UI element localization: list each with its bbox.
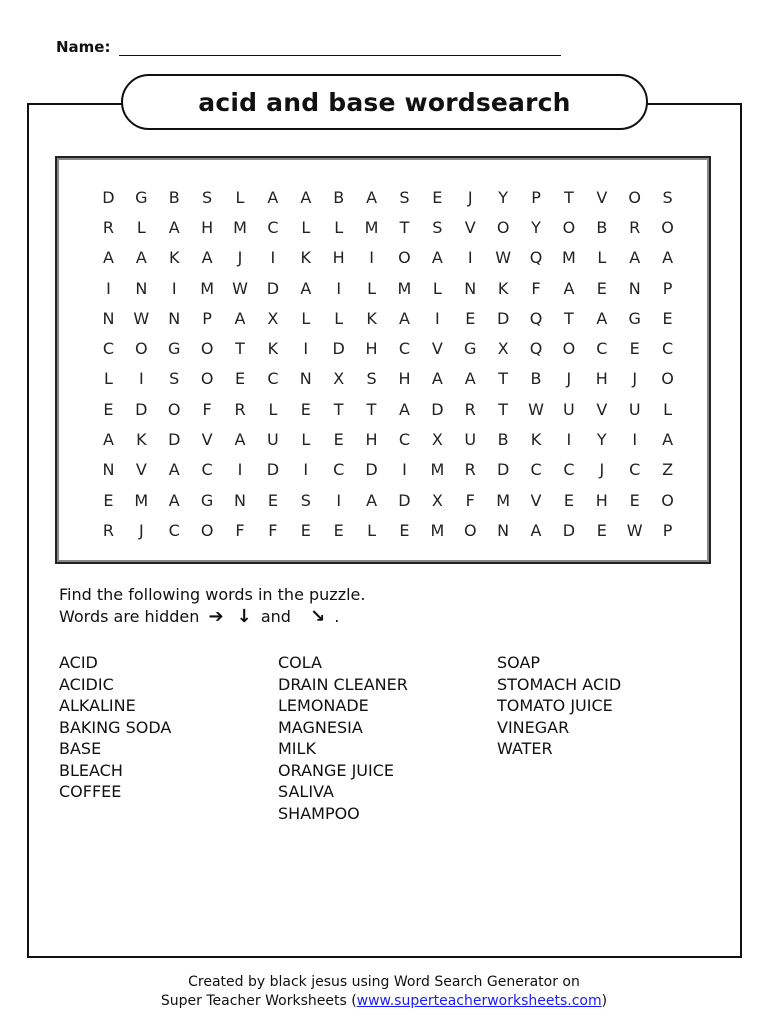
grid-letter: I <box>171 278 177 298</box>
grid-letter: A <box>168 490 180 510</box>
grid-letter: O <box>562 339 576 359</box>
grid-letter: T <box>333 399 344 419</box>
grid-letter: E <box>563 490 574 510</box>
grid-letter: I <box>566 430 572 450</box>
grid-letter: L <box>432 278 442 298</box>
grid-letter: S <box>169 369 180 389</box>
grid-letter: O <box>562 217 576 237</box>
grid-letter: I <box>270 248 276 268</box>
grid-letter: S <box>432 217 443 237</box>
grid-letter: A <box>629 248 641 268</box>
grid-letter: A <box>464 369 476 389</box>
word-list-item: SALIVA <box>278 782 334 801</box>
grid-letter: V <box>464 217 476 237</box>
grid-letter: J <box>138 520 144 540</box>
grid-letter: O <box>463 520 477 540</box>
footer-link[interactable]: www.superteacherworksheets.com <box>356 993 602 1009</box>
grid-letter: R <box>629 217 641 237</box>
grid-letter: O <box>200 339 214 359</box>
grid-letter: V <box>431 339 443 359</box>
grid-letter: K <box>267 339 279 359</box>
grid-letter: C <box>267 369 279 389</box>
grid-letter: M <box>134 490 149 510</box>
grid-letter: L <box>334 308 344 328</box>
word-list-item: WATER <box>497 739 553 758</box>
grid-letter: K <box>530 430 542 450</box>
word-list-item: STOMACH ACID <box>497 674 622 694</box>
grid-letter: A <box>201 248 213 268</box>
grid-letter: K <box>366 308 377 328</box>
grid-letter: C <box>398 339 411 359</box>
grid-row <box>92 273 684 303</box>
grid-row <box>92 212 684 242</box>
grid-letter: N <box>102 460 115 480</box>
grid-letter: L <box>301 217 311 237</box>
word-list-column-2 <box>278 652 408 824</box>
grid-letter: V <box>530 490 542 510</box>
grid-letter: G <box>168 339 181 359</box>
grid-row <box>92 455 684 485</box>
grid-letter: O <box>628 187 641 207</box>
grid-letter: E <box>300 520 311 540</box>
grid-letter: L <box>136 217 146 237</box>
grid-letter: A <box>596 308 608 328</box>
grid-letter: T <box>564 308 574 328</box>
grid-letter: Y <box>498 187 509 207</box>
grid-letter: I <box>303 339 309 359</box>
grid-letter: Q <box>529 248 543 268</box>
grid-letter: L <box>103 369 113 389</box>
grid-row <box>92 424 684 454</box>
grid-letter: H <box>595 490 608 510</box>
grid-row <box>92 364 684 394</box>
word-list-item: ACID <box>59 653 98 672</box>
grid-letter: D <box>562 520 576 540</box>
instructions-line-2 <box>59 606 365 628</box>
word-list-item: BASE <box>59 739 102 758</box>
grid-letter: W <box>133 308 150 328</box>
grid-letter: A <box>366 490 378 510</box>
word-list-item: MAGNESIA <box>278 717 363 737</box>
grid-letter: D <box>496 308 510 328</box>
grid-letter: O <box>496 217 510 237</box>
grid-letter: D <box>431 399 444 419</box>
grid-letter: A <box>398 399 410 419</box>
grid-letter: V <box>201 430 213 450</box>
grid-letter: L <box>663 399 673 419</box>
grid-letter: C <box>201 460 213 480</box>
grid-row <box>92 485 684 515</box>
footer <box>0 973 768 1011</box>
word-list-item: TOMATO JUICE <box>497 696 613 715</box>
grid-letter: P <box>662 520 673 540</box>
grid-letter: R <box>464 399 476 419</box>
grid-letter: N <box>102 308 115 328</box>
grid-letter: R <box>102 217 114 237</box>
grid-letter: T <box>235 339 245 359</box>
grid-letter: A <box>300 278 312 298</box>
grid-letter: T <box>366 399 377 419</box>
grid-letter: L <box>301 430 311 450</box>
grid-letter: B <box>168 187 180 207</box>
name-label: Name: <box>56 38 111 56</box>
grid-letter: N <box>497 520 510 540</box>
grid-letter: B <box>497 430 509 450</box>
grid-letter: N <box>299 369 312 389</box>
grid-letter: O <box>200 520 214 540</box>
grid-row <box>92 243 684 273</box>
grid-letter: E <box>103 490 114 510</box>
grid-letter: F <box>268 520 278 540</box>
grid-letter: J <box>632 369 638 389</box>
grid-letter: N <box>135 278 148 298</box>
grid-letter: G <box>464 339 477 359</box>
grid-letter: A <box>135 248 147 268</box>
word-list-item: ORANGE JUICE <box>278 760 394 780</box>
word-list-item: COLA <box>278 653 322 672</box>
grid-letter: Z <box>662 460 674 480</box>
grid-letter: I <box>237 460 243 480</box>
grid-letter: E <box>103 399 114 419</box>
grid-letter: G <box>628 308 641 328</box>
grid-row <box>92 515 684 545</box>
grid-letter: F <box>202 399 212 419</box>
grid-letter: E <box>267 490 278 510</box>
footer-prefix: Super Teacher Worksheets ( <box>160 993 357 1009</box>
grid-letter: I <box>434 308 440 328</box>
grid-letter: M <box>562 248 576 268</box>
grid-letter: A <box>563 278 575 298</box>
grid-letter: C <box>102 339 115 359</box>
grid-letter: A <box>234 308 246 328</box>
grid-letter: H <box>595 369 608 389</box>
grid-letter: A <box>102 248 114 268</box>
grid-letter: Y <box>531 217 541 237</box>
grid-letter: E <box>662 308 673 328</box>
grid-letter: A <box>234 430 246 450</box>
grid-letter: D <box>496 460 510 480</box>
grid-letter: F <box>531 278 541 298</box>
grid-letter: N <box>234 490 246 510</box>
grid-letter: A <box>431 369 443 389</box>
grid-letter: E <box>629 490 640 510</box>
grid-letter: L <box>235 187 245 207</box>
grid-letter: D <box>168 430 181 450</box>
grid-letter: O <box>167 399 181 419</box>
word-list-item: ACIDIC <box>59 674 114 694</box>
grid-letter: C <box>596 339 608 359</box>
grid-letter: W <box>528 399 544 419</box>
grid-letter: L <box>367 520 377 540</box>
grid-letter: H <box>332 248 345 268</box>
grid-letter: O <box>661 490 674 510</box>
grid-letter: G <box>200 490 214 510</box>
grid-letter: G <box>135 187 148 207</box>
worksheet-title: acid and base wordsearch <box>121 74 648 130</box>
grid-letter: E <box>629 339 640 359</box>
grid-letter: I <box>303 460 309 480</box>
grid-letter: E <box>333 430 344 450</box>
grid-letter: O <box>135 339 148 359</box>
word-list-item: BAKING SODA <box>59 717 172 737</box>
grid-letter: H <box>365 430 378 450</box>
grid-letter: E <box>432 187 443 207</box>
grid-letter: A <box>530 520 542 540</box>
grid-letter: Y <box>596 430 607 450</box>
grid-letter: H <box>398 369 411 389</box>
grid-letter: D <box>266 460 280 480</box>
instructions-line-1: Find the following words in the puzzle. <box>59 585 366 604</box>
word-list-item: SOAP <box>497 653 541 672</box>
grid-letter: X <box>497 339 509 359</box>
grid-letter: I <box>467 248 473 268</box>
word-list-item: LEMONADE <box>278 696 369 715</box>
grid-letter: K <box>136 430 147 450</box>
grid-letter: X <box>267 308 279 328</box>
grid-row <box>92 182 684 212</box>
grid-letter: F <box>235 520 245 540</box>
grid-letter: Q <box>529 308 543 328</box>
grid-letter: L <box>334 217 344 237</box>
grid-letter: L <box>367 278 377 298</box>
grid-letter: R <box>464 460 476 480</box>
grid-letter: S <box>202 187 213 207</box>
grid-letter: S <box>366 369 377 389</box>
grid-letter: E <box>399 520 410 540</box>
grid-letter: S <box>662 187 673 207</box>
grid-letter: R <box>234 399 246 419</box>
grid-letter: M <box>200 278 215 298</box>
grid-letter: I <box>632 430 638 450</box>
grid-letter: A <box>168 217 180 237</box>
grid-letter: A <box>662 430 674 450</box>
arrow-down-icon: ↓ <box>236 606 252 627</box>
grid-letter: K <box>300 248 312 268</box>
grid-letter: F <box>465 490 475 510</box>
grid-letter: D <box>135 399 148 419</box>
grid-letter: C <box>629 460 641 480</box>
grid-letter: C <box>333 460 345 480</box>
instructions-and: and <box>260 607 291 626</box>
grid-letter: I <box>138 369 144 389</box>
arrow-right-icon: ➔ <box>208 606 224 627</box>
grid-letter: A <box>168 460 180 480</box>
grid-letter: A <box>102 430 114 450</box>
grid-letter: U <box>464 430 477 450</box>
grid-letter: A <box>398 308 410 328</box>
grid-letter: U <box>267 430 279 450</box>
grid-letter: J <box>599 460 605 480</box>
grid-letter: C <box>662 339 674 359</box>
grid-letter: O <box>200 369 214 389</box>
word-list-item: SHAMPOO <box>278 803 360 823</box>
grid-letter: M <box>364 217 379 237</box>
grid-letter: W <box>232 278 248 298</box>
grid-letter: E <box>596 520 607 540</box>
name-blank-line <box>119 55 561 56</box>
grid-letter: P <box>202 308 212 328</box>
instructions-period: . <box>334 607 340 626</box>
grid-letter: N <box>168 308 181 328</box>
grid-letter: U <box>628 399 641 419</box>
grid-letter: E <box>234 369 246 389</box>
grid-letter: I <box>402 460 407 480</box>
grid-letter: C <box>267 217 279 237</box>
grid-letter: J <box>566 369 572 389</box>
grid-letter: P <box>531 187 541 207</box>
grid-letter: A <box>662 248 674 268</box>
grid-letter: W <box>495 248 512 268</box>
grid-letter: X <box>333 369 345 389</box>
grid-letter: S <box>300 490 311 510</box>
grid-letter: V <box>596 399 608 419</box>
grid-letter: N <box>464 278 477 298</box>
grid-letter: D <box>102 187 115 207</box>
grid-letter: E <box>596 278 607 298</box>
grid-letter: N <box>628 278 641 298</box>
grid-letter: I <box>106 278 111 298</box>
grid-letter: E <box>465 308 476 328</box>
grid-letter: I <box>369 248 374 268</box>
grid-letter: S <box>399 187 410 207</box>
word-list-item: COFFEE <box>59 782 122 801</box>
grid-letter: H <box>365 339 378 359</box>
grid-letter: E <box>300 399 311 419</box>
grid-letter: R <box>102 520 114 540</box>
grid-letter: C <box>168 520 180 540</box>
grid-letter: B <box>596 217 608 237</box>
word-list-column-1 <box>59 652 171 803</box>
grid-letter: K <box>497 278 509 298</box>
grid-letter: P <box>662 278 673 298</box>
grid-row <box>92 394 684 424</box>
grid-letter: D <box>266 278 280 298</box>
word-list-item: BLEACH <box>59 760 123 780</box>
grid-letter: J <box>467 187 473 207</box>
grid-letter: C <box>563 460 575 480</box>
grid-letter: V <box>596 187 608 207</box>
footer-line-1: Created by black jesus using Word Search Generator on <box>188 974 580 990</box>
grid-letter: H <box>201 217 214 237</box>
grid-letter: D <box>365 460 378 480</box>
grid-letter: T <box>564 187 574 207</box>
grid-letter: Q <box>529 339 543 359</box>
grid-letter: M <box>397 278 412 298</box>
word-list-item: ALKALINE <box>59 696 136 715</box>
word-list-item: DRAIN CLEANER <box>278 674 408 694</box>
arrow-diagonal-icon: ↘ <box>310 606 326 627</box>
instructions <box>59 584 365 628</box>
grid-letter: M <box>430 460 445 480</box>
grid-letter: C <box>530 460 542 480</box>
grid-letter: X <box>431 490 443 510</box>
grid-letter: L <box>301 308 311 328</box>
grid-row <box>92 303 684 333</box>
grid-letter: B <box>333 187 345 207</box>
grid-letter: A <box>431 248 443 268</box>
instructions-prefix: Words are hidden <box>59 607 200 626</box>
grid-letter: I <box>336 278 342 298</box>
grid-letter: T <box>498 369 509 389</box>
footer-line-2 <box>0 992 768 1011</box>
grid-letter: T <box>498 399 509 419</box>
grid-letter: I <box>336 490 342 510</box>
grid-letter: O <box>661 217 674 237</box>
word-list-item: VINEGAR <box>497 717 570 737</box>
letter-grid <box>92 182 684 546</box>
word-list-item: MILK <box>278 739 316 758</box>
grid-letter: M <box>496 490 511 510</box>
grid-letter: M <box>233 217 247 237</box>
word-list-column-3 <box>497 652 621 760</box>
grid-letter: T <box>399 217 410 237</box>
grid-letter: U <box>563 399 575 419</box>
grid-letter: O <box>661 369 674 389</box>
footer-suffix: ) <box>601 993 608 1009</box>
grid-letter: D <box>332 339 345 359</box>
grid-letter: K <box>168 248 180 268</box>
grid-letter: D <box>398 490 411 510</box>
grid-letter: B <box>530 369 542 389</box>
grid-letter: E <box>333 520 344 540</box>
grid-letter: W <box>626 520 643 540</box>
grid-letter: O <box>398 248 411 268</box>
grid-letter: A <box>300 187 312 207</box>
grid-letter: C <box>398 430 411 450</box>
grid-letter: A <box>366 187 378 207</box>
grid-letter: L <box>268 399 278 419</box>
grid-letter: J <box>237 248 243 268</box>
grid-letter: A <box>267 187 279 207</box>
grid-letter: X <box>431 430 443 450</box>
grid-letter: L <box>597 248 607 268</box>
grid-letter: M <box>430 520 445 540</box>
grid-letter: V <box>135 460 147 480</box>
grid-row <box>92 333 684 363</box>
